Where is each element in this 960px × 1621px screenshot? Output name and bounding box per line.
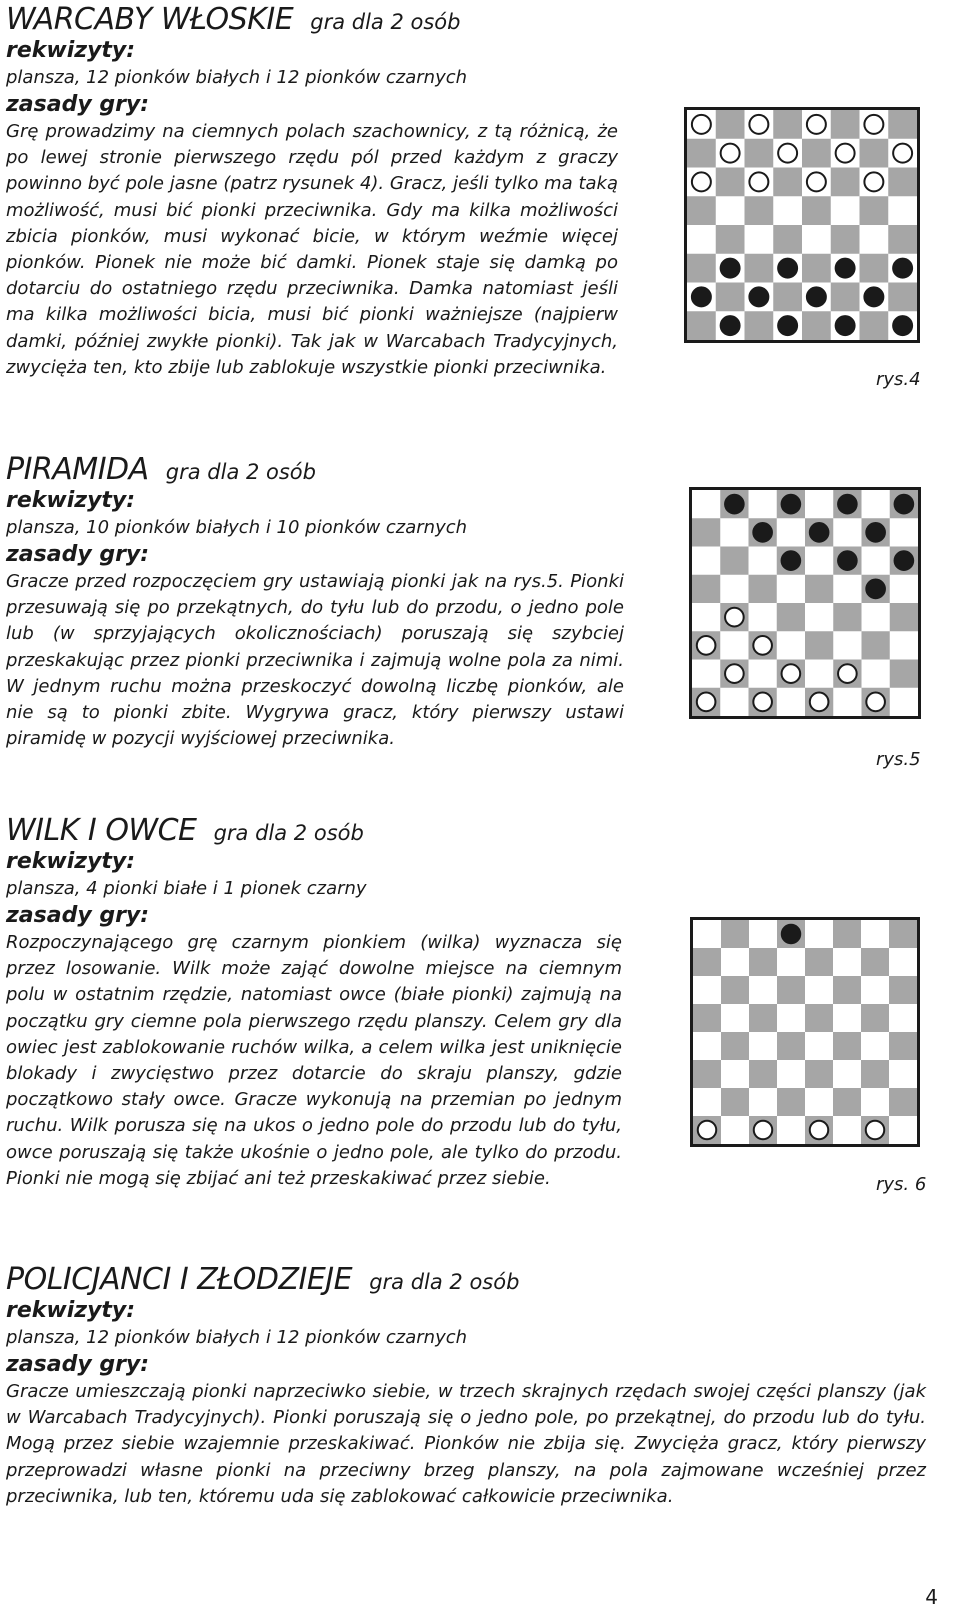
dark-square <box>889 1088 917 1116</box>
dark-square <box>805 1060 833 1088</box>
dark-square <box>692 575 720 603</box>
dark-square <box>805 948 833 976</box>
dark-square <box>721 976 749 1004</box>
dark-square <box>888 283 917 312</box>
dark-square <box>802 254 831 283</box>
figure-caption: rys. 6 <box>876 1174 927 1195</box>
black-piece <box>836 316 855 335</box>
white-piece <box>754 1121 772 1139</box>
dark-square <box>860 311 889 340</box>
black-piece <box>866 580 885 599</box>
dark-square <box>693 1004 721 1032</box>
requisites-label: rekwizyty: <box>6 849 136 874</box>
black-piece <box>866 523 885 542</box>
white-piece <box>807 172 826 191</box>
dark-square <box>692 518 720 546</box>
dark-square <box>773 168 802 197</box>
section-title-line <box>6 452 624 487</box>
dark-square <box>888 110 917 139</box>
dark-square <box>777 1032 805 1060</box>
black-piece <box>782 495 801 514</box>
white-piece <box>749 115 768 134</box>
dark-square <box>888 168 917 197</box>
checkerboard-rys6 <box>690 917 920 1147</box>
requisites-text: plansza, 10 pionków białych i 10 pionków czarnych <box>6 517 468 538</box>
black-piece <box>749 287 768 306</box>
dark-square <box>777 1088 805 1116</box>
black-piece <box>893 259 912 278</box>
dark-square <box>831 168 860 197</box>
dark-square <box>749 575 777 603</box>
white-piece <box>692 115 711 134</box>
section-piramida <box>6 452 624 752</box>
black-piece <box>895 551 914 570</box>
dark-square <box>890 603 918 631</box>
dark-square <box>831 225 860 254</box>
dark-square <box>745 254 774 283</box>
dark-square <box>888 225 917 254</box>
dark-square <box>889 920 917 948</box>
white-piece <box>749 172 768 191</box>
black-piece <box>721 316 740 335</box>
dark-square <box>802 139 831 168</box>
rules-text: Rozpoczynającego grę czarnym pionkiem (wilka) wyznacza się przez losowanie. Wilk może zająć dowolne miejsce na ciemnym polu w ostatnim rzędzie, natomiast owce (białe pionki) zajmują na początku gry ciemne pola pierwszego rzędu planszy. Celem gry dla owiec jest zablokowanie ruchów wilka, a celem wilka jest uniknięcie blokady i zwycięstwo przez dotarcie do skraju planszy, gdzie początkowo stały owce. Gracze wykonują na przemian po jednym ruchu. Wilk porusza się na ukos o jedno pole do przodu lub do tyłu, owce poruszają się także ukośnie o jedno pole, ale tylko do przodu. Pionki nie mogą się zbijać ani też przeskakiwać przez siebie. <box>6 932 622 1189</box>
dark-square <box>745 196 774 225</box>
section-title-line <box>6 813 622 848</box>
rules-label: zasady gry: <box>6 1352 150 1377</box>
dark-square <box>805 1004 833 1032</box>
black-piece <box>864 287 883 306</box>
dark-square <box>831 110 860 139</box>
dark-square <box>687 311 716 340</box>
dark-square <box>833 1088 861 1116</box>
white-piece <box>778 144 797 163</box>
dark-square <box>802 311 831 340</box>
dark-square <box>831 283 860 312</box>
black-piece <box>778 316 797 335</box>
dark-square <box>749 1060 777 1088</box>
dark-square <box>687 196 716 225</box>
dark-square <box>833 603 861 631</box>
dark-square <box>862 631 890 659</box>
black-piece <box>895 495 914 514</box>
black-piece <box>782 925 800 943</box>
white-piece <box>697 693 716 712</box>
white-piece <box>836 144 855 163</box>
section-policjanci-i-zlodzieje <box>6 1262 926 1510</box>
white-piece <box>698 1121 716 1139</box>
dark-square <box>777 976 805 1004</box>
white-piece <box>725 664 744 683</box>
players-count: gra dla 2 osób <box>165 460 316 484</box>
dark-square <box>749 948 777 976</box>
game-title: WILK I OWCE <box>6 813 197 848</box>
dark-square <box>716 110 745 139</box>
dark-square <box>720 547 748 575</box>
black-piece <box>810 523 829 542</box>
white-piece <box>866 693 885 712</box>
rules-label: zasady gry: <box>6 903 150 928</box>
figure-caption: rys.4 <box>876 369 921 390</box>
requisites-text: plansza, 12 pionków białych i 12 pionków czarnych <box>6 1327 468 1348</box>
requisites-label: rekwizyty: <box>6 488 136 513</box>
black-piece <box>753 523 772 542</box>
black-piece <box>721 259 740 278</box>
black-piece <box>836 259 855 278</box>
rules-text: Gracze przed rozpoczęciem gry ustawiają pionki jak na rys.5. Pionki przesuwają się po przekątnych, do tyłu lub do przodu, o jedno pole lub (w sprzyjających okolicznościach) poruszają się szybciej przeskakując przez pionki przeciwnika i zajmują wolne pola za nimi. W jednym ruchu można przeskoczyć dowolną liczbę pionków, ale nie są to pionki zbite. Wygrywa gracz, który pierwszy ustawi piramidę w pozycji wyjściowej przeciwnika. <box>6 571 624 750</box>
players-count: gra dla 2 osób <box>310 10 461 34</box>
section-title-line <box>6 1262 926 1297</box>
dark-square <box>721 1088 749 1116</box>
dark-square <box>889 976 917 1004</box>
page-number: 4 <box>925 1585 938 1609</box>
white-piece <box>838 664 857 683</box>
dark-square <box>716 168 745 197</box>
dark-square <box>716 283 745 312</box>
section-wilk-i-owce <box>6 813 622 1192</box>
section-warcaby-wloskie <box>6 2 618 381</box>
dark-square <box>860 196 889 225</box>
requisites-text: plansza, 12 pionków białych i 12 pionków czarnych <box>6 67 468 88</box>
dark-square <box>773 225 802 254</box>
rules-text: Grę prowadzimy na ciemnych polach szachownicy, z tą różnicą, że po lewej stronie pierwszego rzędu pól przed każdym z graczy powinno być pole jasne (patrz rysunek 4). Gracz, jeśli tylko ma taką możliwość, musi bić pionki przeciwnika. Gdy ma kilka możliwości zbicia pionków, musi wykonać bicie, w którym weźmie więcej pionków. Pionek nie może bić damki. Pionek staje się damką po dotarciu do ostatniego rzędu przeciwnika. Damka natomiast jeśli ma kilka możliwości bicia, musi bić pionki ważniejsze (najpierw damki, później zwykłe pionki). Tak jak w Warcabach Tradycyjnych, zwycięża ten, kto zbije lub zablokuje wszystkie pionki przeciwnika. <box>6 121 618 378</box>
white-piece <box>864 172 883 191</box>
black-piece <box>782 551 801 570</box>
dark-square <box>687 139 716 168</box>
dark-square <box>860 139 889 168</box>
white-piece <box>721 144 740 163</box>
dark-square <box>833 976 861 1004</box>
dark-square <box>745 311 774 340</box>
black-piece <box>778 259 797 278</box>
dark-square <box>890 660 918 688</box>
dark-square <box>749 1004 777 1032</box>
requisites-text: plansza, 4 pionki białe i 1 pionek czarny <box>6 878 367 899</box>
checkerboard-rys5 <box>689 487 921 719</box>
section-title-line <box>6 2 618 37</box>
white-piece <box>810 1121 828 1139</box>
white-piece <box>697 636 716 655</box>
figure-caption: rys.5 <box>876 749 921 770</box>
white-piece <box>810 693 829 712</box>
dark-square <box>693 948 721 976</box>
dark-square <box>861 1060 889 1088</box>
players-count: gra dla 2 osób <box>213 821 364 845</box>
dark-square <box>721 920 749 948</box>
black-piece <box>807 287 826 306</box>
rules-text: Gracze umieszczają pionki naprzeciwko siebie, w trzech skrajnych rzędach swojej części planszy (jak w Warcabach Tradycyjnych). Pionki poruszają się o jedno pole, po przekątnej, do przodu lub do tyłu. Mogą przez siebie wzajemnie przeskakiwać. Pionków nie zbija się. Zwycięża gracz, który pierwszy przeprowadzi własne pionki na przeciwny brzeg planszy, na pola zajmowane wcześniej przez przeciwnika, lub ten, któremu uda się zablokować całkowicie przeciwnika. <box>6 1381 926 1507</box>
dark-square <box>805 631 833 659</box>
white-piece <box>866 1121 884 1139</box>
black-piece <box>893 316 912 335</box>
checkerboard-rys4 <box>684 107 920 343</box>
rules-label: zasady gry: <box>6 92 150 117</box>
dark-square <box>860 254 889 283</box>
dark-square <box>773 110 802 139</box>
game-title: POLICJANCI I ZŁODZIEJE <box>6 1262 353 1297</box>
dark-square <box>693 1060 721 1088</box>
dark-square <box>833 920 861 948</box>
dark-square <box>687 254 716 283</box>
dark-square <box>721 1032 749 1060</box>
dark-square <box>716 225 745 254</box>
dark-square <box>777 603 805 631</box>
dark-square <box>889 1032 917 1060</box>
black-piece <box>838 495 857 514</box>
black-piece <box>838 551 857 570</box>
white-piece <box>725 608 744 627</box>
dark-square <box>833 1032 861 1060</box>
rules-label: zasady gry: <box>6 542 150 567</box>
white-piece <box>864 115 883 134</box>
dark-square <box>861 948 889 976</box>
requisites-label: rekwizyty: <box>6 1298 136 1323</box>
game-title: PIRAMIDA <box>6 452 149 487</box>
dark-square <box>773 283 802 312</box>
game-title: WARCABY WŁOSKIE <box>6 2 294 37</box>
white-piece <box>893 144 912 163</box>
requisites-label: rekwizyty: <box>6 38 136 63</box>
dark-square <box>745 139 774 168</box>
dark-square <box>861 1004 889 1032</box>
white-piece <box>807 115 826 134</box>
dark-square <box>802 196 831 225</box>
white-piece <box>753 693 772 712</box>
white-piece <box>692 172 711 191</box>
white-piece <box>753 636 772 655</box>
players-count: gra dla 2 osób <box>369 1270 520 1294</box>
black-piece <box>692 287 711 306</box>
white-piece <box>782 664 801 683</box>
dark-square <box>805 575 833 603</box>
black-piece <box>725 495 744 514</box>
